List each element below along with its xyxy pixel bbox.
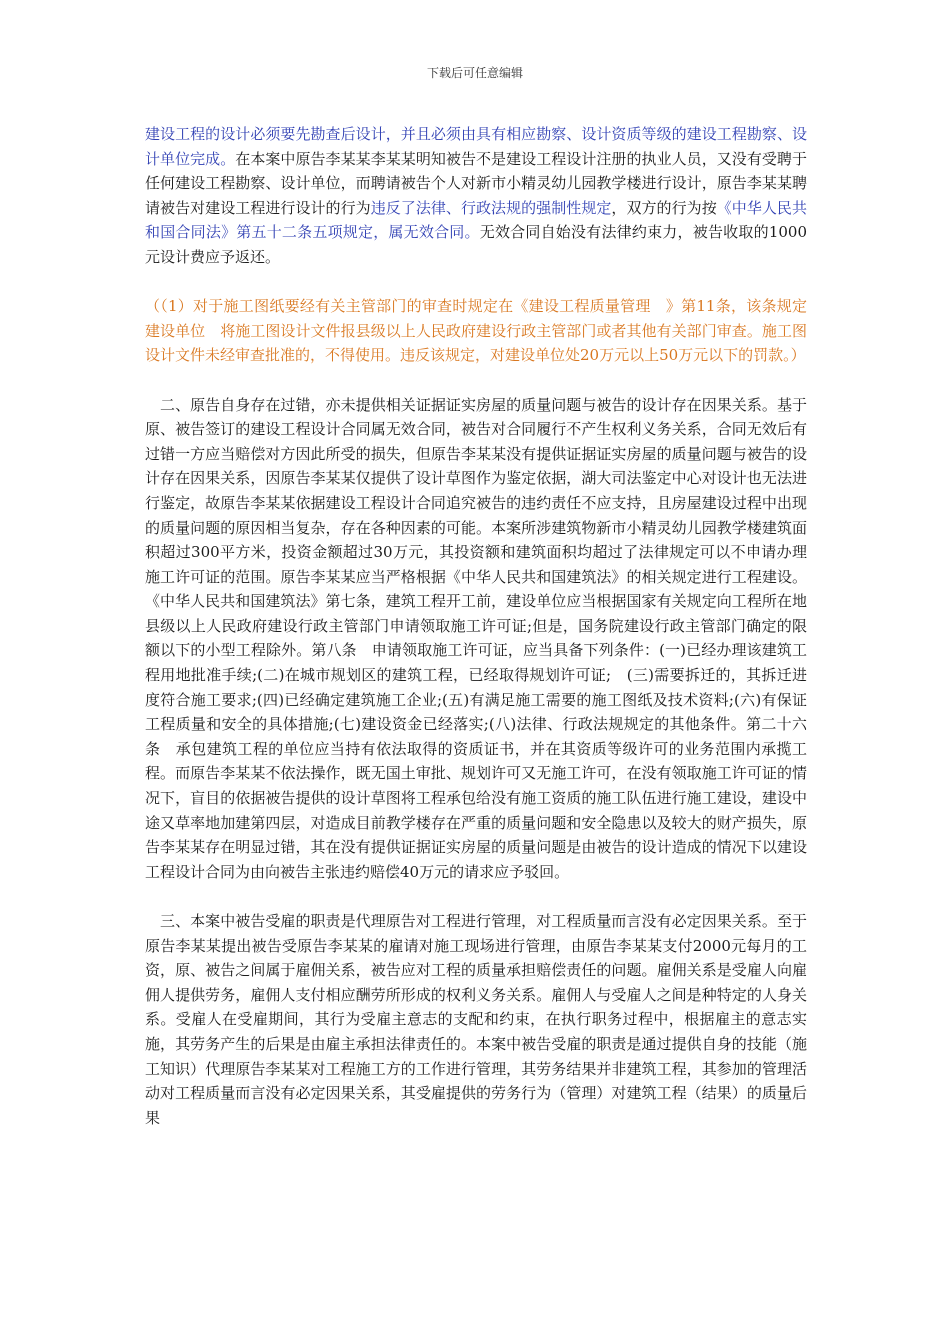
paragraph-gap [145, 368, 807, 393]
paragraph-gap [145, 270, 807, 295]
paragraph-section-three: 三、本案中被告受雇的职责是代理原告对工程进行管理，对工程质量而言没有必定因果关系。至于原告李某某提出被告受原告李某某的雇请对施工现场进行管理，由原告李某某支付2000元每月的工资，原、被告之间属于雇佣关系，被告应对工程的质量承担赔偿责任的问题。雇佣关系是受雇人向雇佣人提供劳务，雇佣人支付相应酬劳所形成的权利义务关系。雇佣人与受雇人之间是种特定的人身关系。受雇人在受雇期间，其行为受雇主意志的支配和约束，在执行职务过程中，根据雇主的意志实施，其劳务产生的后果是由雇主承担法律责任的。本案中被告受雇的职责是通过提供自身的技能（施工知识）代理原告李某某对工程施工方的工作进行管理，其劳务结果并非建筑工程，其参加的管理活动对工程质量而言没有必定因果关系，其受雇提供的劳务行为（管理）对建筑工程（结果）的质量后果 [145, 912, 807, 1127]
paragraph-contract-invalid [145, 122, 807, 270]
body-text: 无效合同自始没有法律约束力，被告收取的1000元设计费应予返还。 [145, 223, 807, 266]
page-header: 下载后可任意编辑 [426, 66, 523, 80]
paragraph-section-two: 二、原告自身存在过错，亦未提供相关证据证实房屋的质量问题与被告的设计存在因果关系。基于原、被告签订的建设工程设计合同属无效合同，被告对合同履行不产生权利义务关系，合同无效后有过错一方应当赔偿对方因此所受的损失，但原告李某某没有提供证据证实房屋的质量问题与被告的设计存在因果关系，因原告李某某仅提供了设计草图作为鉴定依据，湖大司法鉴定中心对设计也无法进行鉴定，故原告李某某依据建设工程设计合同追究被告的违约责任不应支持，且房屋建设过程中出现的质量问题的原因相当复杂，存在各种因素的可能。本案所涉建筑物新市小精灵幼儿园教学楼建筑面积超过300平方米，投资金额超过30万元，其投资额和建筑面积均超过了法律规定可以不申请办理施工许可证的范围。原告李某某应当严格根据《中华人民共和国建筑法》的相关规定进行工程建设。《中华人民共和国建筑法》第七条，建筑工程开工前，建设单位应当根据国家有关规定向工程所在地县级以上人民政府建设行政主管部门申请领取施工许可证;但是，国务院建设行政主管部门确定的限额以下的小型工程除外。第八条 申请领取施工许可证，应当具备下列条件：(一)已经办理该建筑工程用地批准手续;(二)在城市规划区的建筑工程，已经取得规划许可证; (三)需要拆迁的，其拆迁进度符合施工要求;(四)已经确定建筑施工企业;(五)有满足施工需要的施工图纸及技术资料;(六)有保证工程质量和安全的具体措施;(七)建设资金已经落实;(八)法律、行政法规规定的其他条件。第二十六条 承包建筑工程的单位应当持有依法取得的资质证书，并在其资质等级许可的业务范围内承揽工程。而原告李某某不依法操作，既无国土审批、规划许可又无施工许可，在没有领取施工许可证的情况下，盲目的依据被告提供的设计草图将工程承包给没有施工资质的施工队伍进行施工建设，建设中途又草率地加建第四层，对造成目前教学楼存在严重的质量问题和安全隐患以及较大的财产损失，原告李某某存在明显过错，其在没有提供证据证实房屋的质量问题是由被告的设计造成的情况下以建设工程设计合同为由向被告主张违约赔偿40万元的请求应予驳回。 [145, 395, 807, 881]
body-text: 在本案中原告李某某李某某明知被告不是建设工程设计注册的执业人员，又没有受聘于任何建设工程勘察、设计单位，而聘请被告个人对新市小精灵幼儿园教学楼进行设计，原告李某某聘请被告对建设工程进行设计的行为 [145, 149, 807, 217]
document-body [145, 122, 807, 1130]
paragraph-note-orange: （（1）对于施工图纸要经有关主管部门的审查时规定在《建设工程质量管理 》第11条，该条规定建设单位 将施工图设计文件报县级以上人民政府建设行政主管部门或者其他有关部门审查。施工图设计文件未经审查批准的，不得使用。违反该规定，对建设单位处20万元以上50万元以下的罚款。） [145, 297, 807, 365]
paragraph-gap [145, 884, 807, 909]
body-text: ，双方的行为按 [611, 198, 717, 217]
highlight-text: 违反了法律、行政法规的强制性规定 [370, 198, 612, 217]
highlight-text: 《中华人民共和国合同法》第五十二条五项规定，属无效合同。 [145, 198, 807, 242]
highlight-text: 建设工程的设计必须要先勘查后设计，并且必须由具有相应勘察、设计资质等级的建设工程勘察、设计单位完成。 [145, 125, 807, 168]
